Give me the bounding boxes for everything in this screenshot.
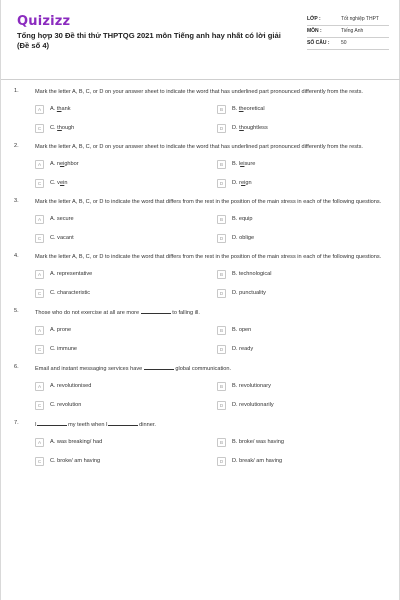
meta-value: Tốt nghiệp THPT bbox=[341, 16, 379, 22]
option-text bbox=[50, 125, 74, 131]
question-text: Mark the letter A, B, C, or D to indicate the word that differs from the rest in the position of the main stress in each of the following questions. bbox=[35, 199, 382, 205]
option-text bbox=[50, 327, 71, 333]
answer-options bbox=[35, 159, 365, 188]
quizizz-logo: Quizizz bbox=[17, 14, 71, 29]
option-letter-box[interactable]: C bbox=[35, 179, 44, 188]
option-text-prefix: C. vacant bbox=[50, 235, 74, 241]
answer-option[interactable] bbox=[35, 381, 217, 391]
option-letter-box[interactable]: C bbox=[35, 234, 44, 243]
option-text bbox=[50, 346, 77, 352]
question-number: 2. bbox=[14, 143, 19, 149]
option-text-prefix: B. technological bbox=[232, 271, 272, 277]
option-letter-box[interactable]: A bbox=[35, 160, 44, 169]
answer-option[interactable] bbox=[35, 456, 217, 466]
question-number: 5. bbox=[14, 308, 19, 314]
option-text-prefix: D. punctuality bbox=[232, 290, 266, 296]
option-underlined-part: th bbox=[56, 106, 62, 112]
option-text-prefix: A. bbox=[50, 106, 57, 112]
meta-label: MÔN : bbox=[307, 28, 322, 34]
answer-option[interactable] bbox=[217, 178, 365, 188]
worksheet-header bbox=[1, 0, 400, 78]
answer-option[interactable] bbox=[217, 400, 365, 410]
answer-blank bbox=[141, 308, 171, 314]
answer-option[interactable] bbox=[35, 233, 217, 243]
option-text-prefix: C. broke/ am having bbox=[50, 458, 101, 464]
option-text-prefix: C. v bbox=[50, 180, 60, 186]
question-item bbox=[1, 198, 400, 243]
answer-option[interactable] bbox=[217, 381, 365, 391]
answer-option[interactable] bbox=[217, 214, 365, 224]
answer-options bbox=[35, 381, 365, 410]
option-letter-box[interactable]: A bbox=[35, 382, 44, 391]
answer-options bbox=[35, 269, 365, 298]
answer-option[interactable] bbox=[217, 159, 365, 169]
option-letter-box[interactable]: A bbox=[35, 270, 44, 279]
option-text-prefix: A. prone bbox=[50, 327, 72, 333]
option-text bbox=[50, 290, 90, 296]
answer-option[interactable] bbox=[35, 123, 217, 133]
option-text bbox=[50, 271, 92, 277]
option-text bbox=[232, 327, 251, 333]
answer-option[interactable] bbox=[217, 269, 365, 279]
answer-blank bbox=[37, 420, 67, 426]
answer-option[interactable] bbox=[217, 456, 365, 466]
question-item bbox=[1, 308, 400, 354]
question-text-part: Email and instant messaging services have bbox=[35, 366, 144, 372]
question-text bbox=[35, 308, 387, 317]
option-text-prefix: B. open bbox=[232, 327, 252, 333]
option-letter-box[interactable]: C bbox=[35, 401, 44, 410]
meta-label: SỐ CÂU : bbox=[307, 40, 330, 46]
option-underlined-part: th bbox=[238, 106, 244, 112]
worksheet-meta bbox=[307, 14, 389, 50]
answer-option[interactable] bbox=[217, 288, 365, 298]
option-text-rest: ough bbox=[61, 125, 75, 131]
option-letter-box[interactable]: C bbox=[35, 289, 44, 298]
option-letter-box[interactable]: D bbox=[217, 457, 226, 466]
option-letter-box[interactable]: C bbox=[35, 457, 44, 466]
answer-blank bbox=[108, 420, 138, 426]
answer-option[interactable] bbox=[217, 123, 365, 133]
option-text bbox=[232, 106, 265, 112]
option-letter-box[interactable]: D bbox=[217, 289, 226, 298]
question-number: 7. bbox=[14, 420, 19, 426]
option-text bbox=[50, 106, 71, 112]
option-text bbox=[50, 161, 79, 167]
question-text bbox=[35, 364, 387, 373]
meta-value: 50 bbox=[341, 40, 347, 46]
option-letter-box[interactable]: B bbox=[217, 160, 226, 169]
option-text-rest: ank bbox=[61, 106, 71, 112]
option-letter-box[interactable]: B bbox=[217, 438, 226, 447]
option-letter-box[interactable]: A bbox=[35, 215, 44, 224]
option-text bbox=[232, 439, 284, 445]
option-text-prefix: C. revolution bbox=[50, 402, 82, 408]
question-number: 1. bbox=[14, 88, 19, 94]
option-text-prefix: A. was breaking/ had bbox=[50, 439, 103, 445]
option-letter-box[interactable]: A bbox=[35, 105, 44, 114]
option-text bbox=[50, 216, 74, 222]
option-text-prefix: A. secure bbox=[50, 216, 74, 222]
answer-option[interactable] bbox=[217, 325, 365, 335]
option-text bbox=[50, 180, 67, 186]
option-underlined-part: th bbox=[57, 125, 62, 131]
option-letter-box[interactable]: D bbox=[217, 401, 226, 410]
option-letter-box[interactable]: D bbox=[217, 179, 226, 188]
question-text-part: Those who do not exercise at all are more bbox=[35, 310, 141, 316]
option-letter-box[interactable]: B bbox=[217, 382, 226, 391]
option-text bbox=[50, 383, 91, 389]
meta-row-class bbox=[307, 14, 389, 26]
option-underlined-part: ei bbox=[59, 161, 65, 167]
option-text-rest: eoretical bbox=[243, 106, 265, 112]
option-text bbox=[232, 216, 253, 222]
option-letter-box[interactable]: D bbox=[217, 234, 226, 243]
option-underlined-part: ei bbox=[240, 161, 245, 167]
option-text-rest: sure bbox=[244, 161, 256, 167]
answer-option[interactable] bbox=[35, 159, 217, 169]
option-text-prefix: B. equip bbox=[232, 216, 253, 222]
option-text-prefix: B. bbox=[232, 106, 239, 112]
answer-option[interactable] bbox=[35, 214, 217, 224]
question-text: Mark the letter A, B, C, or D on your answer sheet to indicate the word that has underlined part pronounced differently from the rests. bbox=[35, 144, 363, 150]
question-item bbox=[1, 420, 400, 466]
question-item bbox=[1, 88, 400, 133]
option-text-prefix: C. immune bbox=[50, 346, 78, 352]
answer-option[interactable] bbox=[217, 437, 365, 447]
answer-options bbox=[35, 214, 365, 243]
option-text bbox=[50, 235, 74, 241]
answer-option[interactable] bbox=[217, 344, 365, 354]
option-letter-box[interactable]: B bbox=[217, 326, 226, 335]
answer-option[interactable] bbox=[217, 104, 365, 114]
answer-option[interactable] bbox=[35, 325, 217, 335]
option-letter-box[interactable]: C bbox=[35, 345, 44, 354]
option-underlined-part: th bbox=[239, 125, 244, 131]
option-text bbox=[232, 271, 272, 277]
option-text bbox=[232, 402, 274, 408]
meta-label: LỚP : bbox=[307, 16, 321, 22]
answer-option[interactable] bbox=[217, 233, 365, 243]
answer-option[interactable] bbox=[35, 400, 217, 410]
option-text-prefix: C. characteristic bbox=[50, 290, 91, 296]
option-text bbox=[232, 290, 266, 296]
question-text-part: to falling ill. bbox=[170, 310, 200, 316]
option-text bbox=[50, 458, 100, 464]
option-letter-box[interactable]: A bbox=[35, 326, 44, 335]
option-letter-box[interactable]: A bbox=[35, 438, 44, 447]
option-text-prefix: C. bbox=[50, 125, 58, 131]
question-number: 4. bbox=[14, 253, 19, 259]
answer-option[interactable] bbox=[35, 269, 217, 279]
answer-options bbox=[35, 325, 365, 354]
question-text-part: dinner. bbox=[137, 422, 156, 428]
question-number: 6. bbox=[14, 364, 19, 370]
meta-row-subject bbox=[307, 26, 389, 38]
option-text-prefix: A. revolutionised bbox=[50, 383, 92, 389]
option-text-rest: gn bbox=[245, 180, 252, 186]
question-list bbox=[1, 88, 400, 476]
answer-option[interactable] bbox=[35, 104, 217, 114]
option-text-prefix: D. bbox=[232, 125, 240, 131]
option-text-prefix: B. broke/ was having bbox=[232, 439, 284, 445]
answer-options bbox=[35, 437, 365, 466]
option-letter-box[interactable]: D bbox=[217, 345, 226, 354]
option-text bbox=[232, 125, 268, 131]
option-letter-box[interactable]: B bbox=[217, 270, 226, 279]
option-underlined-part: ei bbox=[59, 180, 65, 186]
option-text-rest: ghbor bbox=[64, 161, 79, 167]
question-item bbox=[1, 253, 400, 298]
option-text-prefix: D. ready bbox=[232, 346, 254, 352]
answer-option[interactable] bbox=[35, 178, 217, 188]
option-text-rest: oughtless bbox=[243, 125, 268, 131]
option-text bbox=[232, 458, 282, 464]
option-text bbox=[232, 161, 255, 167]
option-text-prefix: A. n bbox=[50, 161, 60, 167]
option-text-rest: n bbox=[64, 180, 68, 186]
header-divider bbox=[1, 79, 400, 80]
option-letter-box[interactable]: B bbox=[217, 105, 226, 114]
question-text-part: I bbox=[35, 422, 37, 428]
question-text-part: global communication. bbox=[173, 366, 232, 372]
option-letter-box[interactable]: B bbox=[217, 215, 226, 224]
answer-options bbox=[35, 104, 365, 133]
option-letter-box[interactable]: C bbox=[35, 124, 44, 133]
option-text bbox=[232, 346, 253, 352]
option-underlined-part: ei bbox=[241, 180, 246, 186]
answer-blank bbox=[144, 364, 174, 370]
question-item bbox=[1, 364, 400, 410]
option-letter-box[interactable]: D bbox=[217, 124, 226, 133]
option-text-prefix: B. revolutionary bbox=[232, 383, 271, 389]
meta-value: Tiếng Anh bbox=[341, 28, 364, 34]
option-text bbox=[232, 383, 271, 389]
option-text-prefix: D. revolutionarily bbox=[232, 402, 274, 408]
option-text bbox=[232, 180, 252, 186]
answer-option[interactable] bbox=[35, 437, 217, 447]
question-text bbox=[35, 420, 387, 429]
meta-row-count bbox=[307, 38, 389, 50]
worksheet-title: Tổng hợp 30 Đề thi thử THPTQG 2021 môn Tiếng anh hay nhất có lời giải (Đề số 4) bbox=[17, 31, 281, 50]
answer-option[interactable] bbox=[35, 288, 217, 298]
option-text-prefix: D. r bbox=[232, 180, 242, 186]
question-text: Mark the letter A, B, C, or D on your answer sheet to indicate the word that has underlined part pronounced differently from the rests. bbox=[35, 89, 363, 95]
option-text bbox=[232, 235, 254, 241]
option-text-prefix: D. oblige bbox=[232, 235, 255, 241]
answer-option[interactable] bbox=[35, 344, 217, 354]
question-text-part: my teeth when I bbox=[66, 422, 108, 428]
option-text-prefix: A. representative bbox=[50, 271, 93, 277]
option-text-prefix: B. l bbox=[232, 161, 241, 167]
question-item bbox=[1, 143, 400, 188]
option-text bbox=[50, 439, 102, 445]
question-number: 3. bbox=[14, 198, 19, 204]
option-text bbox=[50, 402, 81, 408]
question-text: Mark the letter A, B, C, or D to indicate the word that differs from the rest in the position of the main stress in each of the following questions. bbox=[35, 254, 382, 260]
option-text-prefix: D. break/ am having bbox=[232, 458, 283, 464]
